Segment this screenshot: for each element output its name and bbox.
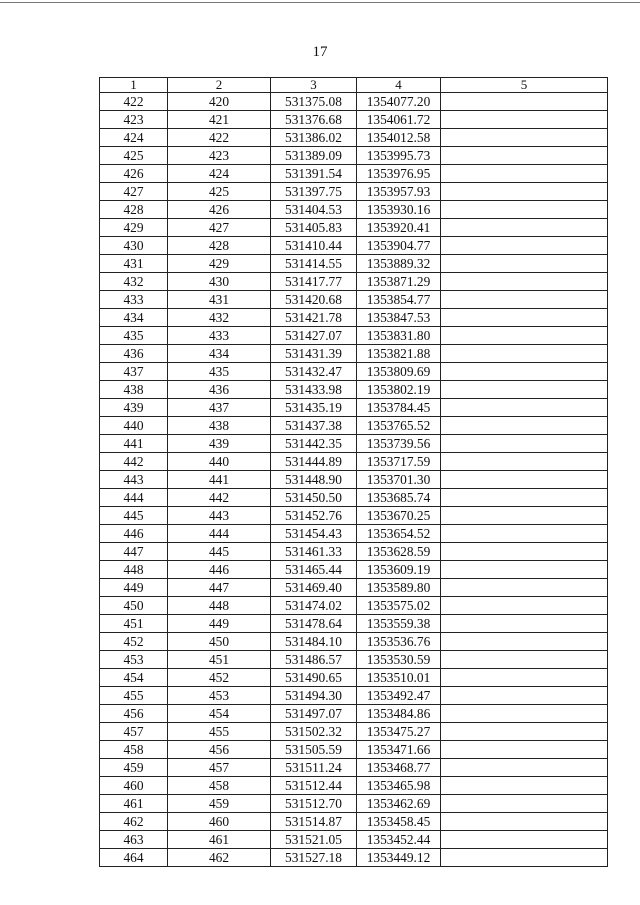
table-row [100,453,608,471]
table-cell: 531465.44 [271,561,357,579]
table-cell: 1354012.58 [357,129,441,147]
table-cell: 1353920.41 [357,219,441,237]
table-cell: 447 [100,543,168,561]
table-cell: 1353957.93 [357,183,441,201]
table-cell: 449 [100,579,168,597]
table-cell: 436 [100,345,168,363]
table-cell: 1353654.52 [357,525,441,543]
table-row [100,489,608,507]
table-cell: 437 [168,399,271,417]
table-cell: 439 [100,399,168,417]
table-cell: 1353628.59 [357,543,441,561]
table-cell [441,849,608,867]
table-cell: 427 [168,219,271,237]
table-cell: 531474.02 [271,597,357,615]
table-row [100,93,608,111]
table-cell: 425 [168,183,271,201]
table-cell: 531505.59 [271,741,357,759]
table-cell: 531389.09 [271,147,357,165]
table-cell: 459 [168,795,271,813]
table-cell: 432 [100,273,168,291]
table-cell: 440 [100,417,168,435]
column-header: 2 [168,78,271,93]
table-header-row [100,78,608,93]
table-cell: 435 [100,327,168,345]
table-cell: 531512.44 [271,777,357,795]
table-cell: 531469.40 [271,579,357,597]
table-cell [441,147,608,165]
table-cell: 1353449.12 [357,849,441,867]
table-cell: 430 [100,237,168,255]
table-cell: 531461.33 [271,543,357,561]
table-cell: 1353465.98 [357,777,441,795]
table-cell: 531442.35 [271,435,357,453]
table-cell: 449 [168,615,271,633]
table-cell: 454 [100,669,168,687]
table-cell: 531527.18 [271,849,357,867]
table-cell [441,795,608,813]
table-row [100,777,608,795]
table-cell: 437 [100,363,168,381]
table-row [100,273,608,291]
table-cell [441,777,608,795]
table-cell: 1353802.19 [357,381,441,399]
table-cell: 1353995.73 [357,147,441,165]
table-cell: 1353492.47 [357,687,441,705]
table-cell: 446 [100,525,168,543]
table-cell [441,237,608,255]
table-cell [441,327,608,345]
table-cell [441,669,608,687]
table-cell: 531431.39 [271,345,357,363]
table-cell: 531490.65 [271,669,357,687]
table-cell: 435 [168,363,271,381]
table-cell: 1353462.69 [357,795,441,813]
table-cell: 531450.50 [271,489,357,507]
table-cell: 1353847.53 [357,309,441,327]
table-row [100,525,608,543]
table-row [100,183,608,201]
table-cell [441,111,608,129]
table-cell [441,381,608,399]
table-cell: 444 [168,525,271,543]
table-cell: 1353530.59 [357,651,441,669]
table-cell: 461 [100,795,168,813]
table-cell [441,489,608,507]
table-cell: 531397.75 [271,183,357,201]
table-cell [441,129,608,147]
table-cell: 531448.90 [271,471,357,489]
table-cell: 1353976.95 [357,165,441,183]
table-cell: 462 [100,813,168,831]
table-cell [441,417,608,435]
table-cell: 438 [168,417,271,435]
table-cell: 461 [168,831,271,849]
table-cell: 1353589.80 [357,579,441,597]
table-cell: 1353670.25 [357,507,441,525]
table-cell: 531410.44 [271,237,357,255]
table-cell: 1353821.88 [357,345,441,363]
table-row [100,237,608,255]
table-cell: 450 [168,633,271,651]
table-cell: 1353889.32 [357,255,441,273]
table-row [100,345,608,363]
table-cell: 1353854.77 [357,291,441,309]
table-row [100,849,608,867]
table-cell: 444 [100,489,168,507]
table-cell [441,471,608,489]
table-cell: 531444.89 [271,453,357,471]
table-cell [441,255,608,273]
table-cell [441,597,608,615]
table-body [100,93,608,867]
table-cell: 531454.43 [271,525,357,543]
table-cell [441,741,608,759]
table-row [100,831,608,849]
table-row [100,165,608,183]
table-cell: 531414.55 [271,255,357,273]
table-cell: 453 [100,651,168,669]
table-cell: 452 [100,633,168,651]
table-cell: 531437.38 [271,417,357,435]
table-row [100,651,608,669]
table-cell: 1353765.52 [357,417,441,435]
table-cell: 1353559.38 [357,615,441,633]
table-cell: 1353930.16 [357,201,441,219]
table-cell: 1353739.56 [357,435,441,453]
top-rule [0,2,640,3]
table-cell: 1353685.74 [357,489,441,507]
page-number: 17 [312,44,328,60]
table-cell: 531417.77 [271,273,357,291]
table-cell: 1353458.45 [357,813,441,831]
table-cell: 450 [100,597,168,615]
table-cell: 426 [168,201,271,219]
table-cell: 438 [100,381,168,399]
table-cell: 531497.07 [271,705,357,723]
table-cell [441,345,608,363]
table-cell: 531435.19 [271,399,357,417]
table-cell: 464 [100,849,168,867]
table-cell: 455 [168,723,271,741]
table-cell: 447 [168,579,271,597]
table-cell: 442 [100,453,168,471]
table-cell: 460 [100,777,168,795]
table-cell: 531404.53 [271,201,357,219]
column-header: 4 [357,78,441,93]
table-cell [441,507,608,525]
table-cell: 452 [168,669,271,687]
table-cell [441,363,608,381]
table-cell: 1353484.86 [357,705,441,723]
table-cell: 531433.98 [271,381,357,399]
table-cell: 448 [100,561,168,579]
table-cell: 429 [168,255,271,273]
table-cell: 1353452.44 [357,831,441,849]
table-cell: 531512.70 [271,795,357,813]
table-cell: 453 [168,687,271,705]
table-cell: 454 [168,705,271,723]
table-cell: 1353717.59 [357,453,441,471]
table-cell: 456 [100,705,168,723]
table-cell: 425 [100,147,168,165]
table-cell: 421 [168,111,271,129]
table-row [100,543,608,561]
table-cell: 1354077.20 [357,93,441,111]
table-cell [441,525,608,543]
table-cell: 1353904.77 [357,237,441,255]
table-row [100,129,608,147]
table-cell [441,651,608,669]
table-cell: 430 [168,273,271,291]
table-cell: 1354061.72 [357,111,441,129]
table-cell: 445 [168,543,271,561]
table-cell: 531452.76 [271,507,357,525]
table-row [100,813,608,831]
table-cell [441,93,608,111]
table-cell: 458 [100,741,168,759]
table-cell: 427 [100,183,168,201]
table-cell: 462 [168,849,271,867]
table-cell: 1353471.66 [357,741,441,759]
table-cell: 441 [100,435,168,453]
table-cell: 429 [100,219,168,237]
table-row [100,435,608,453]
table-cell: 424 [100,129,168,147]
table-row [100,723,608,741]
table-cell: 459 [100,759,168,777]
table-cell [441,291,608,309]
table-cell: 423 [100,111,168,129]
table-cell: 531502.32 [271,723,357,741]
table-cell [441,201,608,219]
table-row [100,399,608,417]
table-cell [441,687,608,705]
table-cell: 431 [100,255,168,273]
table-row [100,417,608,435]
table-row [100,597,608,615]
table-cell [441,705,608,723]
table-cell: 1353784.45 [357,399,441,417]
table-cell: 433 [168,327,271,345]
table-cell [441,399,608,417]
table-row [100,633,608,651]
table-cell: 531375.08 [271,93,357,111]
table-cell: 442 [168,489,271,507]
table-row [100,255,608,273]
table-cell [441,615,608,633]
table-cell: 531514.87 [271,813,357,831]
table-cell: 443 [168,507,271,525]
table-cell: 531432.47 [271,363,357,381]
table-cell: 531484.10 [271,633,357,651]
table-cell [441,813,608,831]
table-cell [441,633,608,651]
table-cell: 440 [168,453,271,471]
table-cell: 531486.57 [271,651,357,669]
table-row [100,795,608,813]
table-cell: 531478.64 [271,615,357,633]
table-row [100,363,608,381]
table-cell: 1353609.19 [357,561,441,579]
table-cell: 424 [168,165,271,183]
table-cell: 445 [100,507,168,525]
table-cell [441,561,608,579]
coordinates-table [99,77,608,867]
table-row [100,327,608,345]
table-row [100,615,608,633]
table-cell: 457 [100,723,168,741]
table-row [100,219,608,237]
table-cell: 1353871.29 [357,273,441,291]
table-cell: 422 [100,93,168,111]
table-cell: 458 [168,777,271,795]
table-cell: 457 [168,759,271,777]
table-cell: 456 [168,741,271,759]
table-cell: 463 [100,831,168,849]
table-cell [441,435,608,453]
table-cell [441,183,608,201]
table-row [100,669,608,687]
table-cell: 428 [168,237,271,255]
table-cell [441,723,608,741]
table-cell: 1353575.02 [357,597,441,615]
table-row [100,471,608,489]
table-cell: 428 [100,201,168,219]
table-cell: 423 [168,147,271,165]
table-cell: 448 [168,597,271,615]
table-cell: 446 [168,561,271,579]
table-cell: 433 [100,291,168,309]
table-cell: 531494.30 [271,687,357,705]
table-cell: 436 [168,381,271,399]
table-cell: 1353510.01 [357,669,441,687]
table-cell [441,219,608,237]
table-row [100,507,608,525]
table-row [100,291,608,309]
table-cell: 434 [168,345,271,363]
table-row [100,201,608,219]
table-row [100,741,608,759]
table-row [100,759,608,777]
table-cell: 1353809.69 [357,363,441,381]
table-cell: 432 [168,309,271,327]
table-cell [441,453,608,471]
column-header: 5 [441,78,608,93]
table-row [100,309,608,327]
table-cell: 531391.54 [271,165,357,183]
table-cell: 439 [168,435,271,453]
table-cell: 1353468.77 [357,759,441,777]
table-cell: 420 [168,93,271,111]
table-cell: 460 [168,813,271,831]
table-cell [441,831,608,849]
table-cell [441,165,608,183]
table-row [100,147,608,165]
table-cell: 531376.68 [271,111,357,129]
table-cell: 422 [168,129,271,147]
table-cell: 451 [168,651,271,669]
table-cell: 434 [100,309,168,327]
column-header: 3 [271,78,357,93]
table-cell: 431 [168,291,271,309]
table-row [100,579,608,597]
table-cell: 426 [100,165,168,183]
table-row [100,381,608,399]
table-cell [441,543,608,561]
table-cell: 1353536.76 [357,633,441,651]
table-cell: 455 [100,687,168,705]
table-cell: 531420.68 [271,291,357,309]
table-cell: 1353701.30 [357,471,441,489]
table-cell: 531427.07 [271,327,357,345]
table-cell [441,273,608,291]
table-cell: 443 [100,471,168,489]
table-cell [441,759,608,777]
table-row [100,111,608,129]
column-header: 1 [100,78,168,93]
table-row [100,705,608,723]
table-row [100,687,608,705]
table-row [100,561,608,579]
table-cell: 1353831.80 [357,327,441,345]
table-cell: 531511.24 [271,759,357,777]
table-cell: 441 [168,471,271,489]
table-cell: 531405.83 [271,219,357,237]
table-cell: 531386.02 [271,129,357,147]
table-cell: 531521.05 [271,831,357,849]
table-cell: 1353475.27 [357,723,441,741]
table-cell: 531421.78 [271,309,357,327]
table-cell [441,579,608,597]
table-cell [441,309,608,327]
table-cell: 451 [100,615,168,633]
